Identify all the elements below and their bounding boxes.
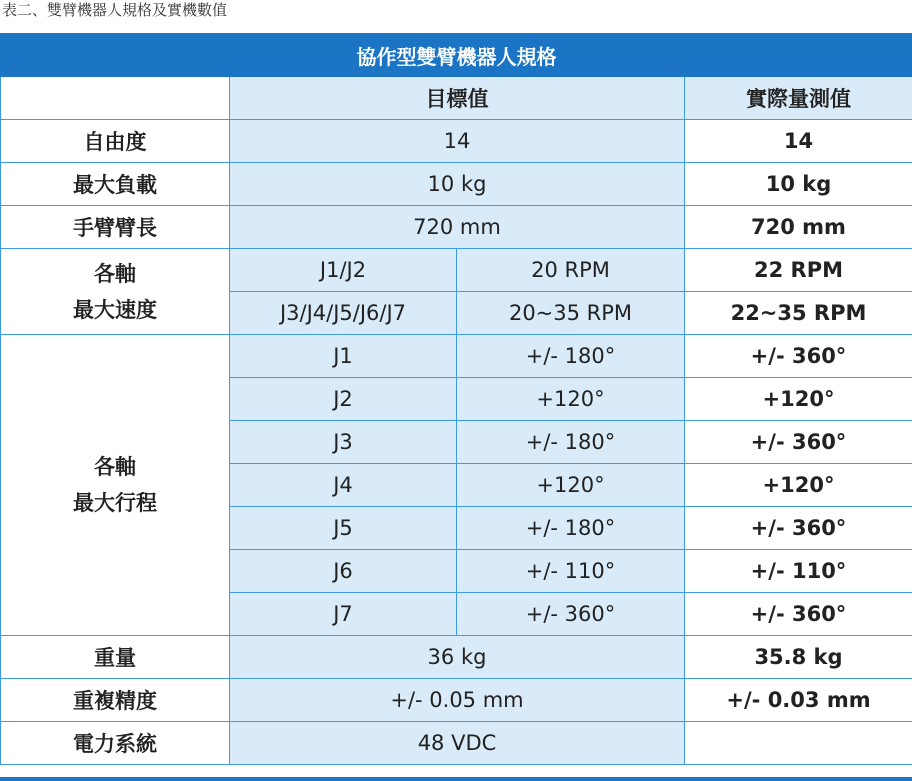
target-value: +120°: [457, 464, 685, 507]
speed-label-line2: 最大速度: [73, 297, 157, 322]
actual-value: 22 RPM: [685, 249, 912, 292]
joint-name: J3: [230, 421, 457, 464]
actual-value: 22~35 RPM: [685, 292, 912, 335]
table-row: [1, 206, 912, 249]
actual-value: 10 kg: [685, 163, 912, 206]
actual-column-header: 實際量測值: [685, 77, 912, 120]
table-row: [1, 249, 912, 292]
actual-value: +120°: [685, 378, 912, 421]
joint-name: J4: [230, 464, 457, 507]
speed-label-line1: 各軸: [94, 261, 136, 286]
target-value: 20 RPM: [457, 249, 685, 292]
actual-value: 35.8 kg: [685, 636, 912, 679]
empty-header-cell: [1, 77, 230, 120]
joint-name: J2: [230, 378, 457, 421]
actual-value: +/- 0.03 mm: [685, 679, 912, 722]
actual-value: +/- 110°: [685, 550, 912, 593]
target-value: 14: [230, 120, 685, 163]
travel-label-line2: 最大行程: [73, 491, 157, 515]
actual-value: +/- 360°: [685, 593, 912, 636]
target-value: +/- 360°: [457, 593, 685, 636]
travel-label-line1: 各軸: [94, 455, 136, 479]
table-row: [1, 636, 912, 679]
row-label: 重量: [1, 636, 230, 679]
target-value: 20~35 RPM: [457, 292, 685, 335]
travel-group-label: [1, 335, 230, 636]
target-value: 48 VDC: [230, 722, 685, 765]
table-title-row: [1, 34, 912, 77]
actual-value: +/- 360°: [685, 335, 912, 378]
row-label: 最大負載: [1, 163, 230, 206]
target-value: 36 kg: [230, 636, 685, 679]
row-label: 自由度: [1, 120, 230, 163]
actual-value: 720 mm: [685, 206, 912, 249]
actual-value: +/- 360°: [685, 507, 912, 550]
target-value: +/- 110°: [457, 550, 685, 593]
target-value: 10 kg: [230, 163, 685, 206]
target-value: 720 mm: [230, 206, 685, 249]
bottom-rule: [0, 777, 912, 781]
joint-name: J7: [230, 593, 457, 636]
joint-name: J6: [230, 550, 457, 593]
column-header-row: [1, 77, 912, 120]
target-value: +/- 0.05 mm: [230, 679, 685, 722]
joint-name: J3/J4/J5/J6/J7: [230, 292, 457, 335]
joint-name: J1/J2: [230, 249, 457, 292]
table-row: [1, 120, 912, 163]
table-row: [1, 722, 912, 765]
target-value: +/- 180°: [457, 335, 685, 378]
table-row: [1, 335, 912, 378]
actual-value: +120°: [685, 464, 912, 507]
target-column-header: 目標值: [230, 77, 685, 120]
row-label: 重複精度: [1, 679, 230, 722]
joint-name: J5: [230, 507, 457, 550]
speed-group-label: [1, 249, 230, 335]
joint-name: J1: [230, 335, 457, 378]
row-label: 電力系統: [1, 722, 230, 765]
table-title: 協作型雙臂機器人規格: [1, 34, 912, 77]
target-value: +/- 180°: [457, 421, 685, 464]
spec-table: [0, 33, 912, 765]
table-caption: 表二、雙臂機器人規格及實機數值: [2, 1, 228, 19]
table-row: [1, 163, 912, 206]
actual-value: +/- 360°: [685, 421, 912, 464]
target-value: +120°: [457, 378, 685, 421]
actual-value: [685, 722, 912, 765]
target-value: +/- 180°: [457, 507, 685, 550]
row-label: 手臂臂長: [1, 206, 230, 249]
actual-value: 14: [685, 120, 912, 163]
table-row: [1, 679, 912, 722]
